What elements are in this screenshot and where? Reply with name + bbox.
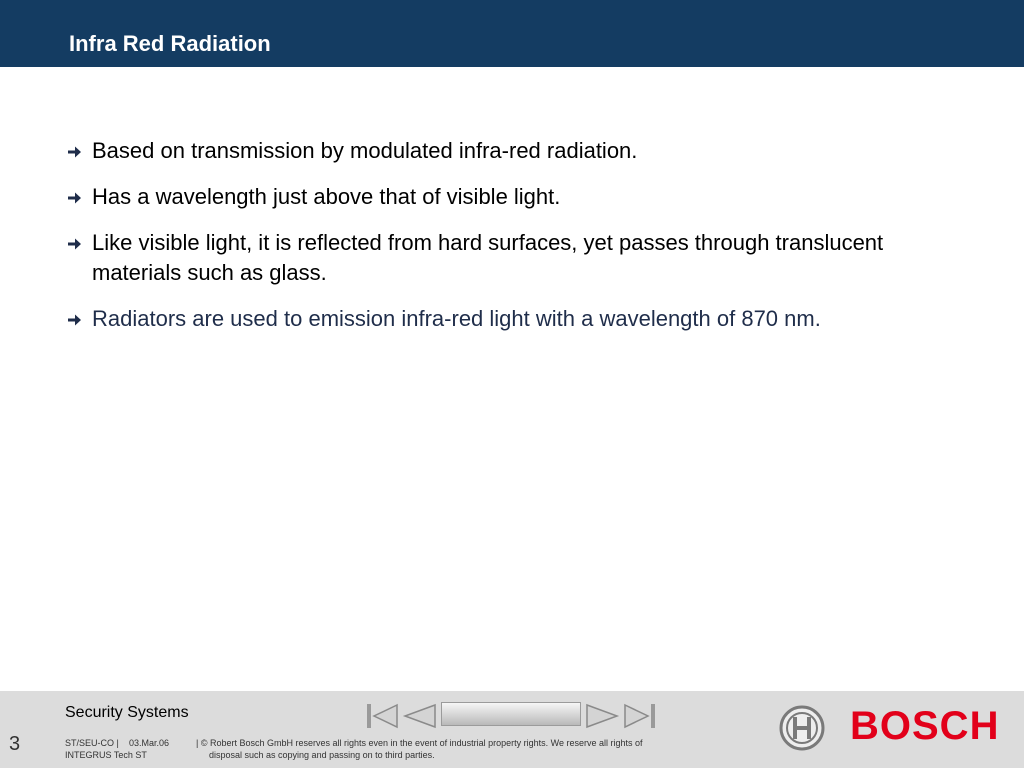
- bullet-item: [68, 136, 968, 166]
- right-arrow-icon: [68, 238, 82, 250]
- right-arrow-icon: [68, 192, 82, 204]
- bosch-armature-icon: [779, 705, 825, 751]
- bullet-item: [68, 182, 968, 212]
- right-arrow-icon: [68, 314, 82, 326]
- next-icon[interactable]: [586, 702, 620, 730]
- dept-name: INTEGRUS Tech ST: [65, 750, 147, 760]
- bullet-item: [68, 304, 968, 334]
- bullet-text: Like visible light, it is reflected from hard surfaces, yet passes through translucent materials such as glass.: [92, 230, 884, 285]
- page-title: Infra Red Radiation: [69, 31, 271, 56]
- slide-number: 3: [9, 733, 21, 755]
- bosch-logo-word: BOSCH: [850, 704, 1000, 748]
- title-bar: [0, 0, 1024, 67]
- progress-bar[interactable]: [441, 702, 581, 726]
- bullet-text: Radiators are used to emission infra-red light with a wavelength of 870 nm.: [92, 306, 821, 331]
- slide-date: 03.Mar.06: [129, 738, 170, 748]
- bullet-item: [68, 228, 968, 288]
- bullet-list: [68, 136, 968, 350]
- bullet-text: Based on transmission by modulated infra-red radiation.: [92, 138, 638, 163]
- copyright-line-2: disposal such as copying and passing on to third parties.: [209, 750, 435, 760]
- prev-icon[interactable]: [402, 702, 436, 730]
- right-arrow-icon: [68, 146, 82, 158]
- skip-last-icon[interactable]: [624, 702, 658, 730]
- dept-code: ST/SEU-CO |: [65, 738, 119, 748]
- skip-first-icon[interactable]: [366, 702, 398, 730]
- bullet-text: Has a wavelength just above that of visible light.: [92, 184, 561, 209]
- footer-brand-line: Security Systems: [65, 704, 189, 721]
- copyright-line-1: | © Robert Bosch GmbH reserves all rights even in the event of industrial property rights. We reserve all rights of: [196, 738, 643, 748]
